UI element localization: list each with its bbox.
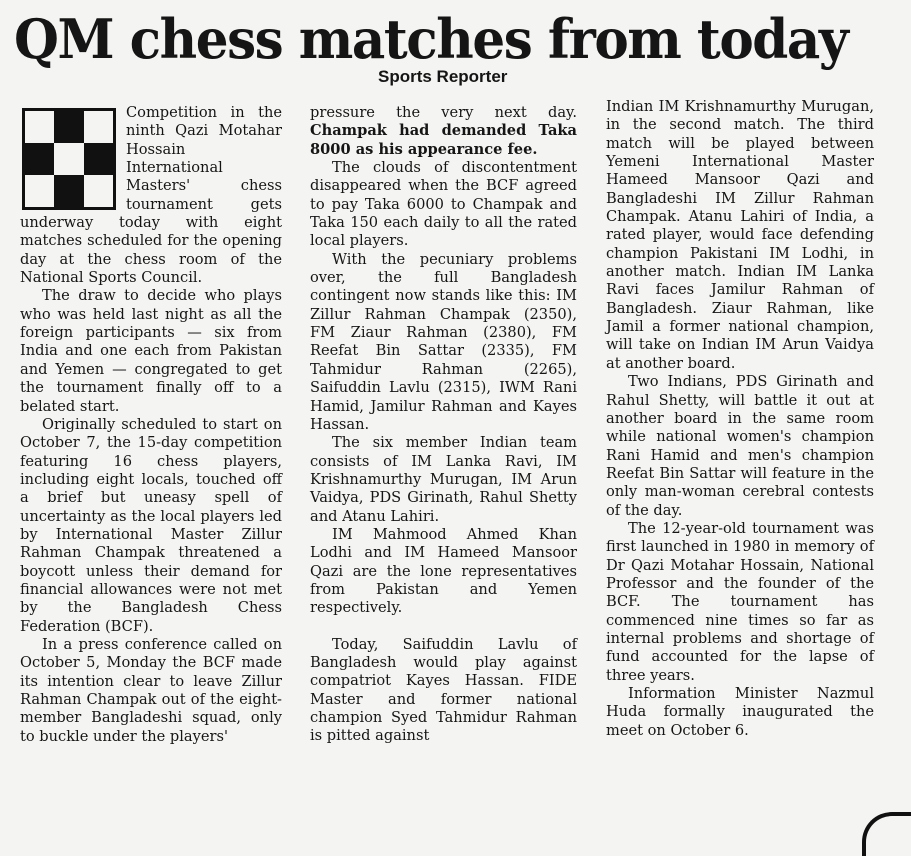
paragraph: Originally scheduled to start on October 7, the 15-day competition featuring 16 chess players, including eight locals, touched off a brief but uneasy spell of uncertainty as the local players led by International Master Zillur Rahman Champak threatened a boycott unless their demand for financial allowances were not met by the Bangladesh Chess Federation (BCF). — [20, 415, 282, 635]
paragraph: Two Indians, PDS Girinath and Rahul Shetty, will battle it out at another board in the same room while national women's champion Rani Hamid and men's champion Reefat Bin Sattar will feature in the only man-woman cerebral contests of the day. — [606, 373, 874, 519]
paragraph — [310, 104, 577, 159]
paragraph: IM Mahmood Ahmed Khan Lodhi and IM Hameed Mansoor Qazi are the lone representatives from Pakistan and Yemen respectively. — [310, 525, 577, 617]
byline: Sports Reporter — [378, 67, 508, 86]
frame-corner-decoration — [862, 812, 911, 856]
chessboard-logo — [22, 108, 116, 210]
article-column-2 — [310, 104, 577, 746]
paragraph-text: pressure the very next day. — [310, 104, 577, 121]
paragraph: The clouds of discontentment disappeared when the BCF agreed to pay Taka 6000 to Champak and Taka 150 each daily to all the rated local players. — [310, 159, 577, 250]
article-column-3 — [606, 98, 874, 740]
paragraph: Competition in the ninth Qazi Motahar Hossain International Masters' chess tournament gets underway today with eight matches scheduled for the opening day at the chess room of the National Sports Council. — [20, 104, 282, 287]
paragraph: The six member Indian team consists of IM Lanka Ravi, IM Krishnamurthy Murugan, IM Arun Vaidya, PDS Girinath, Rahul Shetty and Atanu Lahiri. — [310, 434, 577, 525]
paragraph: Indian IM Krishnamurthy Murugan, in the second match. The third match will be played between Yemeni International Master Hameed Mansoor Qazi and Bangladeshi IM Zillur Rahman Champak. Atanu Lahiri of India, a rated player, would face defending champion Pakistani IM Lodhi, in another match. Indian IM Lanka Ravi faces Jamilur Rahman of Bangladesh. Ziaur Rahman, like Jamil a former national champion, will take on Indian IM Arun Vaidya at another board. — [606, 98, 874, 372]
headline: QM chess matches from today — [14, 7, 848, 71]
paragraph: Information Minister Nazmul Huda formally inaugurated the meet on October 6. — [606, 685, 874, 739]
paragraph: With the pecuniary problems over, the full Bangladesh contingent now stands like this: IM Zillur Rahman Champak (2350), FM Ziaur Rahman (2380), FM Reefat Bin Sattar (2335), FM Tahmidur Rahman (2265), Saifuddin Lavlu (2315), IWM Rani Hamid, Jamilur Rahman and Kayes Hassan. — [310, 250, 577, 433]
article-column-1 — [20, 104, 282, 746]
paragraph-text-bold: Champak had demanded Taka 8000 as his appearance fee. — [310, 122, 577, 158]
paragraph: In a press conference called on October 5, Monday the BCF made its intention clear to leave Zillur Rahman Champak out of the eight-member Bangladeshi squad, only to buckle under the players' — [20, 635, 282, 745]
paragraph: Today, Saifuddin Lavlu of Bangladesh would play against compatriot Kayes Hassan. FIDE Master and former national champion Syed Tahmidur Rahman is pitted against — [310, 635, 577, 745]
paragraph: The draw to decide who plays who was held last night as all the foreign participants — six from India and one each from Pakistan and Yemen — congregated to get the tournament finally off to a belated start. — [20, 287, 282, 415]
paragraph: The 12-year-old tournament was first launched in 1980 in memory of Dr Qazi Motahar Hossain, National Professor and the founder of the BCF. The tournament has commenced nine times so far as internal problems and shortage of fund accounted for the lapse of three years. — [606, 519, 874, 684]
